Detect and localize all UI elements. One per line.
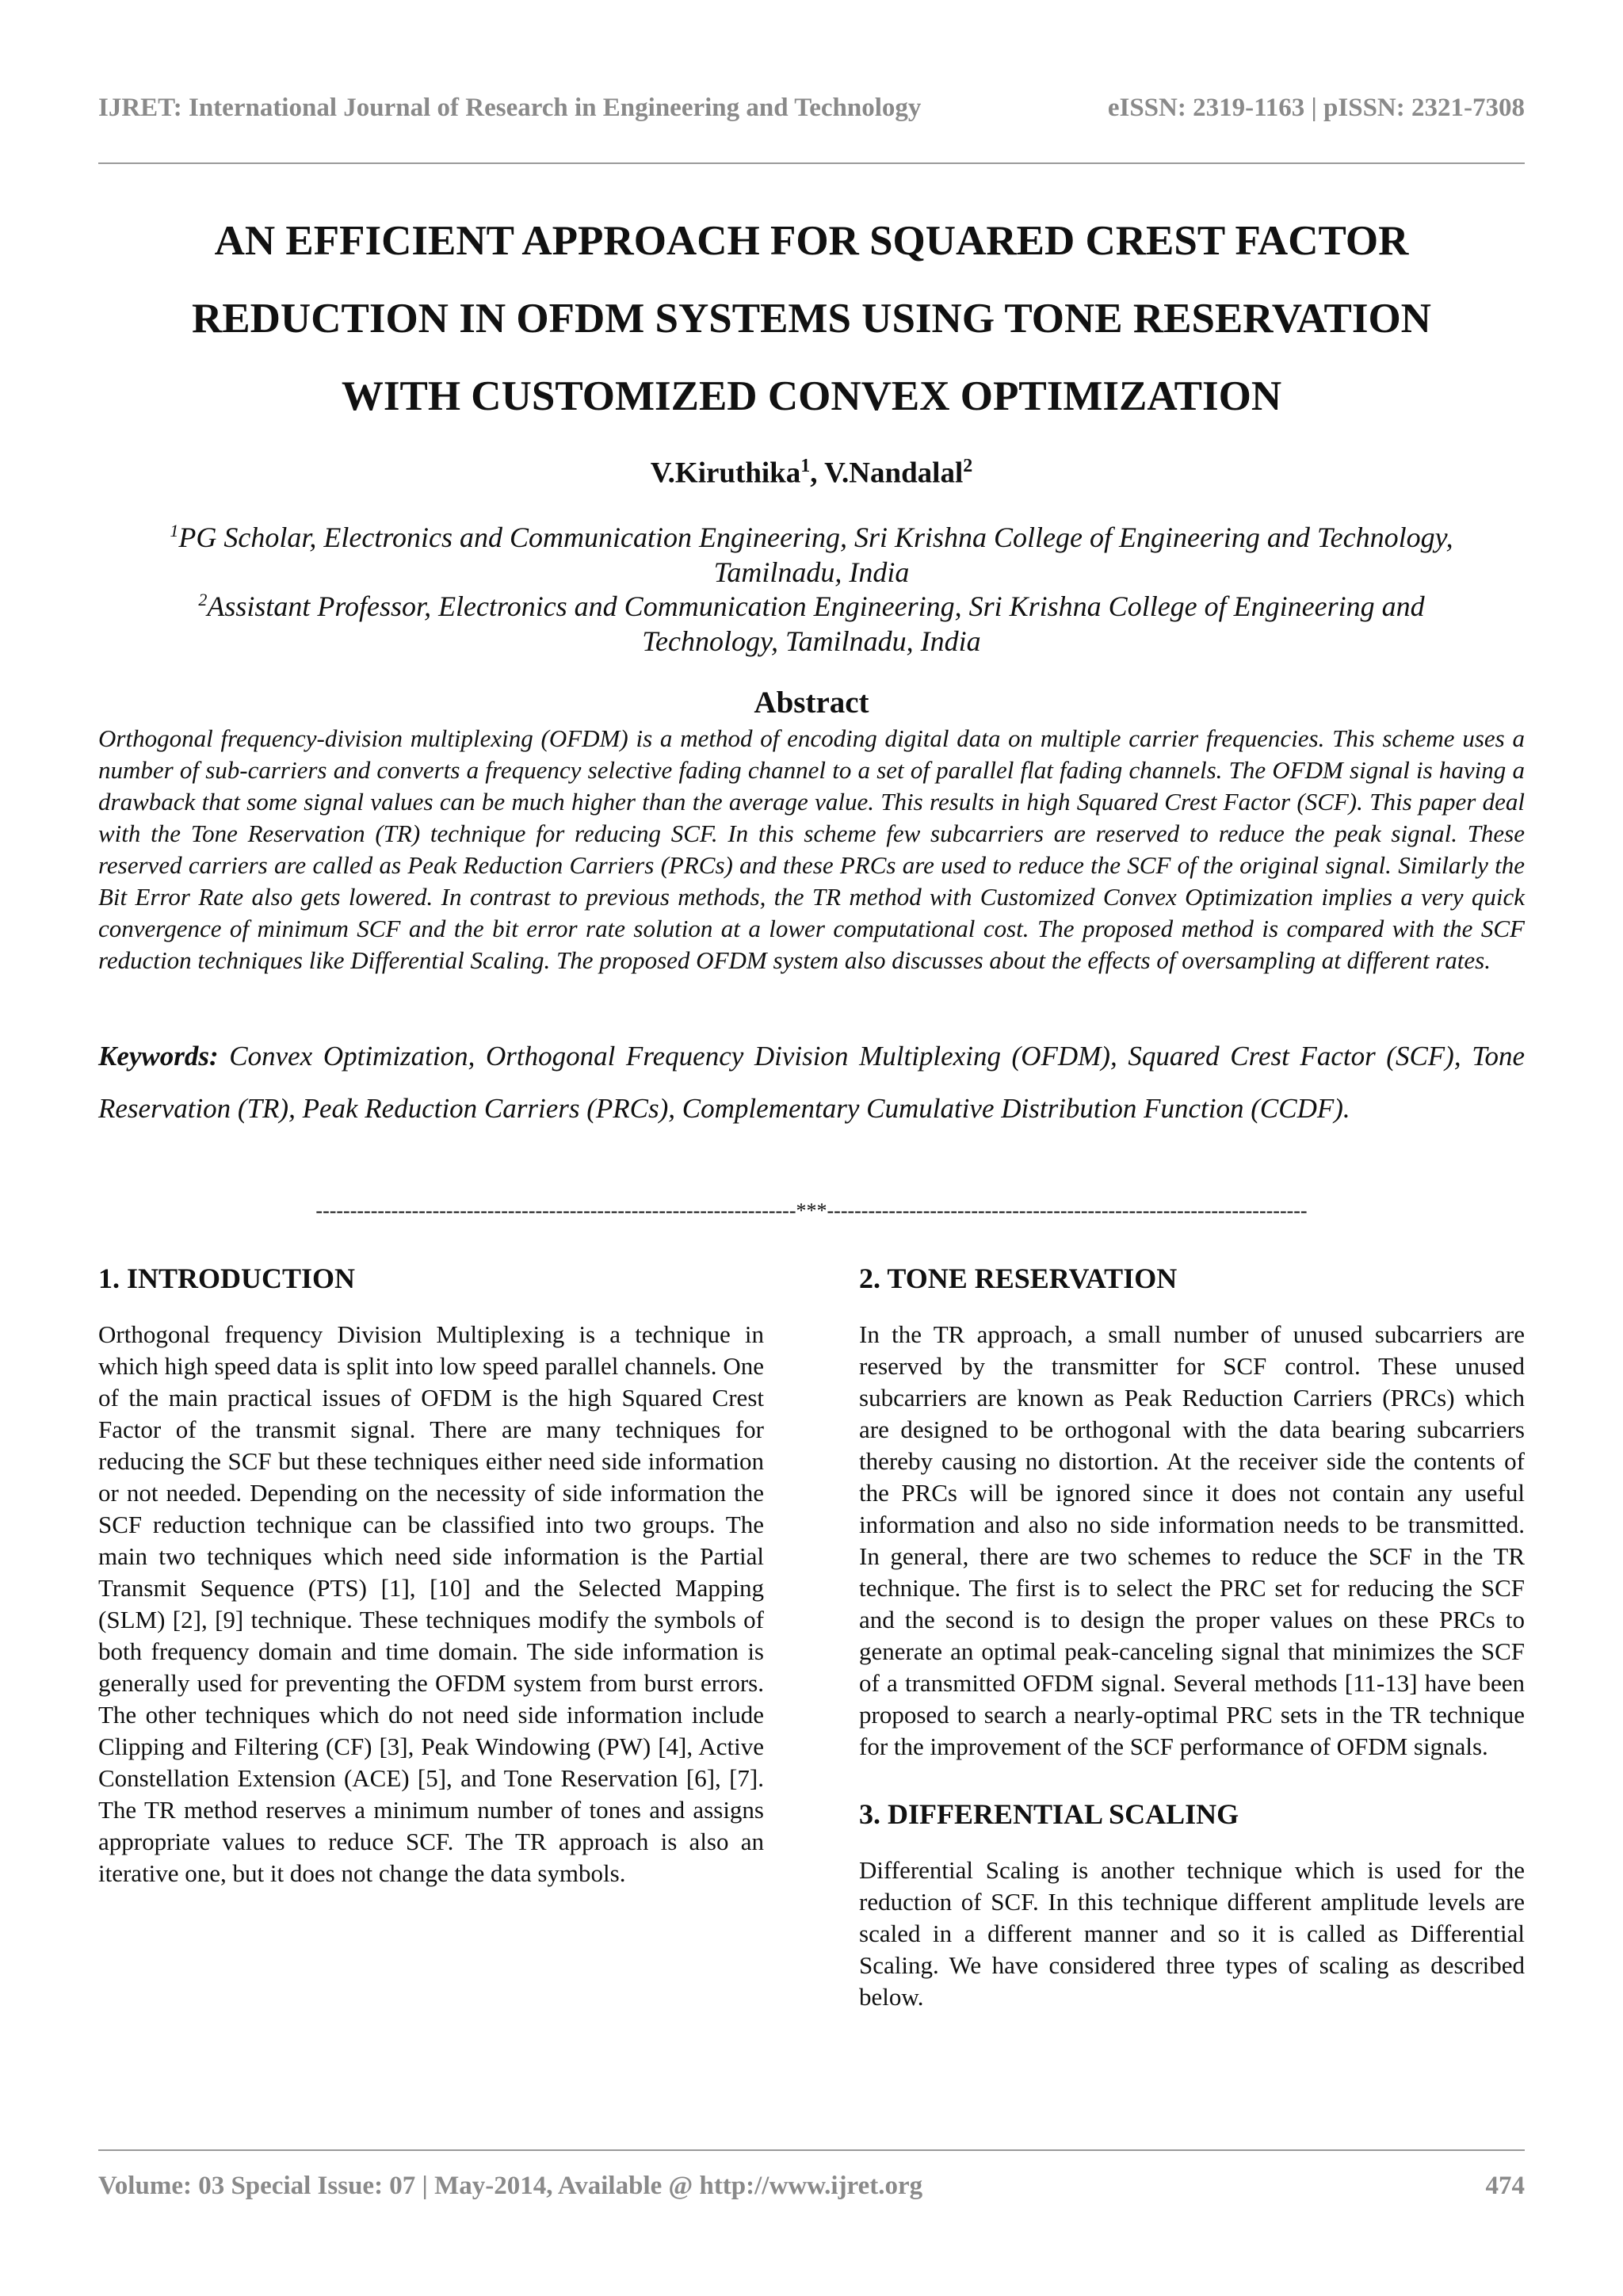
- volume-info: Volume: 03 Special Issue: 07 | May-2014, Available @ http://www.ijret.org: [98, 2172, 923, 2200]
- right-column: [859, 1262, 1525, 2013]
- footer-rule: [98, 2149, 1525, 2151]
- differential-scaling-heading: 3. DIFFERENTIAL SCALING: [859, 1798, 1239, 1830]
- page-number: 474: [1485, 2172, 1525, 2200]
- author-1: V.Kiruthika: [650, 457, 801, 490]
- abstract-text: Orthogonal frequency-division multiplexing (OFDM) is a method of encoding digital data on multiple carrier frequencies. This scheme uses a number of sub-carriers and converts a frequency selective fading channel to a set of parallel flat fading channels. The OFDM signal is having a drawback that some signal values can be much higher than the average value. This results in high Squared Crest Factor (SCF). This paper deal with the Tone Reservation (TR) technique for reducing SCF. In this scheme few subcarriers are reserved to reduce the peak signal. These reserved carriers are called as Peak Reduction Carriers (PRCs) and these PRCs are used to reduce the SCF of the original signal. Similarly the Bit Error Rate also gets lowered. In contrast to previous methods, the TR method with Customized Convex Optimization implies a very quick convergence of minimum SCF and the bit error rate solution at a lower computational cost. The proposed method is compared with the SCF reduction techniques like Differential Scaling. The proposed OFDM system also discusses about the effects of oversampling at different rates.: [98, 724, 1525, 974]
- left-column: [98, 1262, 764, 1889]
- title-line-3: WITH CUSTOMIZED CONVEX OPTIMIZATION: [341, 373, 1282, 419]
- affil-2-line-2: Technology, Tamilnadu, India: [642, 625, 981, 657]
- intro-text: Orthogonal frequency Division Multiplexing is a technique in which high speed data is split into low speed parallel channels. One of the main practical issues of OFDM is the high Squared Crest Factor of the transmit signal. There are many techniques for reducing the SCF but these techniques either need side information or not needed. Depending on the necessity of side information the SCF reduction technique can be classified into two groups. The main two techniques which need side information is the Partial Transmit Sequence (PTS) [1], [10] and the Selected Mapping (SLM) [2], [9] technique. These techniques modify the symbols of both frequency domain and time domain. The side information is generally used for preventing the OFDM system from burst errors. The other techniques which do not need side information include Clipping and Filtering (CF) [3], Peak Windowing (PW) [4], Active Constellation Extension (ACE) [5], and Tone Reservation [6], [7]. The TR method reserves a minimum number of tones and assigns appropriate values to reduce SCF. The TR approach is also an iterative one, but it does not change the data symbols.: [98, 1320, 764, 1887]
- affiliation-2: [119, 583, 1504, 659]
- affil-1-line-2: Tamilnadu, India: [713, 556, 910, 588]
- affil-1-line-1: PG Scholar, Electronics and Communication Engineering, Sri Krishna College of Engineering and Technology,: [178, 521, 1453, 553]
- keywords-label: Keywords:: [98, 1041, 219, 1072]
- abstract-heading: Abstract: [754, 686, 869, 720]
- journal-name: IJRET: International Journal of Research in Engineering and Technology: [98, 94, 922, 122]
- affiliation-1: [119, 514, 1504, 590]
- author-1-affil-mark: 1: [800, 456, 811, 476]
- affil-2-line-1: Assistant Professor, Electronics and Communication Engineering, Sri Krishna College of Engineering and: [207, 590, 1425, 622]
- affil-1-mark: 1: [170, 521, 179, 541]
- author-2-affil-mark: 2: [963, 456, 973, 476]
- affil-2-mark: 2: [198, 590, 208, 609]
- author-2: V.Nandalal: [824, 457, 964, 490]
- title-line-1: AN EFFICIENT APPROACH FOR SQUARED CREST FACTOR: [214, 218, 1409, 264]
- keywords-block: [98, 1030, 1525, 1135]
- section-separator: ----------------------------------------------------------------------***----------------------------------------------------------------------: [315, 1199, 1308, 1222]
- title-line-2: REDUCTION IN OFDM SYSTEMS USING TONE RESERVATION: [192, 296, 1431, 342]
- differential-scaling-text: Differential Scaling is another technique which is used for the reduction of SCF. In this technique different amplitude levels are scaled in a different manner and so it is called as Differential Scaling. We have considered three types of scaling as described below.: [859, 1856, 1525, 2011]
- author-separator: ,: [810, 457, 825, 490]
- issn-info: eISSN: 2319-1163 | pISSN: 2321-7308: [1107, 94, 1525, 122]
- header-rule: [98, 162, 1525, 164]
- intro-heading: 1. INTRODUCTION: [98, 1263, 356, 1294]
- author-list: [0, 456, 1623, 490]
- tone-reservation-text: In the TR approach, a small number of unused subcarriers are reserved by the transmitter for SCF control. These unused subcarriers are known as Peak Reduction Carriers (PRCs) which are designed to be orthogonal with the data bearing subcarriers thereby causing no distortion. At the receiver side the contents of the PRCs will be ignored since it does not contain any useful information and also no side information needs to be transmitted. In general, there are two schemes to reduce the SCF in the TR technique. The first is to select the PRC set for reducing the SCF and the second is to design the proper values on these PRCs to generate an optimal peak-canceling signal that minimizes the SCF of a transmitted OFDM signal. Several methods [11-13] have been proposed to search a nearly-optimal PRC sets in the TR technique for the improvement of the SCF performance of OFDM signals.: [859, 1320, 1525, 1760]
- paper-title: [119, 202, 1504, 435]
- tone-reservation-heading: 2. TONE RESERVATION: [859, 1263, 1178, 1294]
- keywords-text: Convex Optimization, Orthogonal Frequency Division Multiplexing (OFDM), Squared Crest Factor (SCF), Tone Reservation (TR), Peak Reduction Carriers (PRCs), Complementary Cumulative Distribution Function (CCDF).: [98, 1041, 1525, 1124]
